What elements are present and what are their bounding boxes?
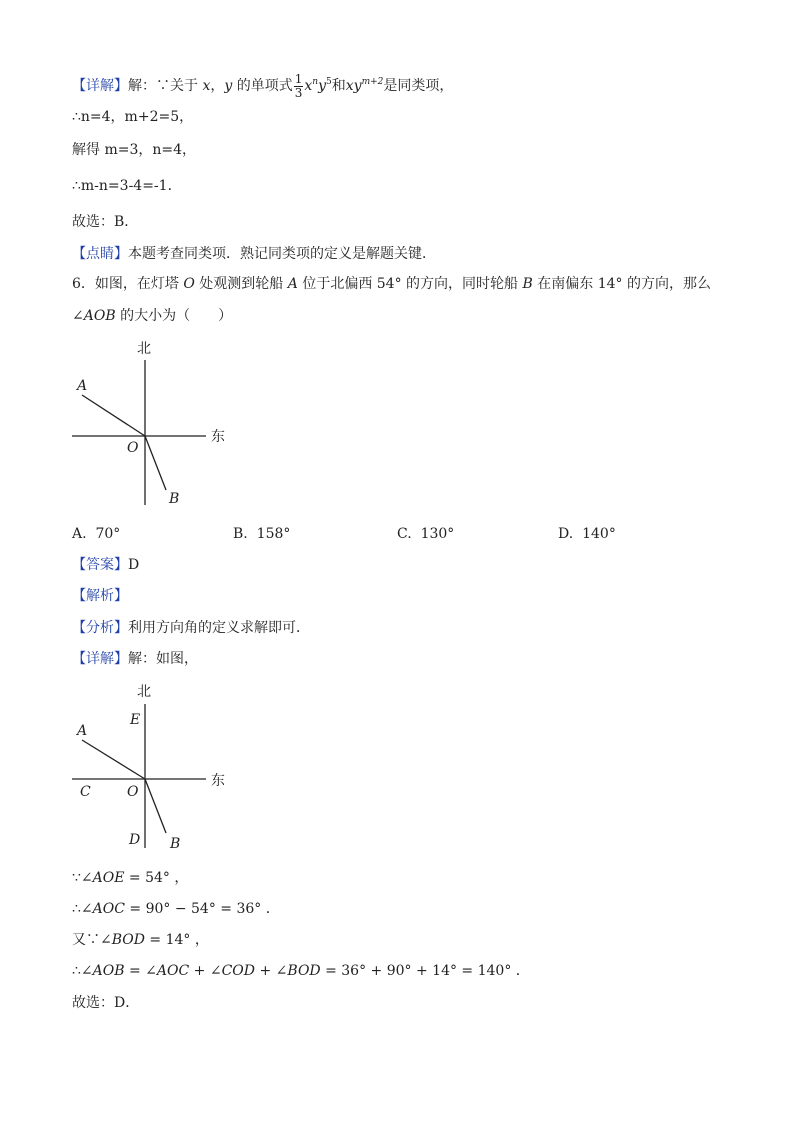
detail-line-4: ∴m-n=3-4=-1． <box>72 178 182 194</box>
question-line-1: 6．如图，在灯塔 O 处观测到轮船 A 位于北偏西 54° 的方向，同时轮船 B 在南偏东 14° 的方向，那么 <box>72 276 711 292</box>
comment-line: 【点睛】本题考查同类项．熟记同类项的定义是解题关键． <box>72 246 436 262</box>
answer-value: D <box>128 557 140 573</box>
comment-tag: 【点睛】 <box>72 246 128 262</box>
analysis-tag: 【解析】 <box>72 588 128 604</box>
north-label: 北 <box>137 341 151 357</box>
point-a-label: A <box>77 723 88 739</box>
point-c-label: C <box>80 784 91 800</box>
ray-oa <box>82 740 145 779</box>
step-1: ∵∠AOE = 54° ， <box>72 870 189 886</box>
step-3: 又∵∠BOD = 14° ， <box>72 932 209 948</box>
option-d: D. 140° <box>558 526 616 542</box>
step-2: ∴∠AOC = 90° − 54° = 36° ． <box>72 901 280 917</box>
ray-ob <box>145 779 166 833</box>
point-o-label: O <box>127 784 139 800</box>
question-line-2: ∠AOB 的大小为（ ） <box>72 308 233 324</box>
north-label: 北 <box>137 684 151 700</box>
point-d-label: D <box>129 832 141 848</box>
point-b-label: B <box>169 491 180 507</box>
option-c: C. 130° <box>397 526 455 542</box>
point-b-label: B <box>170 836 181 852</box>
east-label: 东 <box>211 773 225 789</box>
answer-tag: 【答案】 <box>72 557 128 573</box>
point-a-label: A <box>77 378 88 394</box>
xiangjie-line: 【详解】解：如图， <box>72 651 198 667</box>
detail-tag: 【详解】 <box>72 78 128 94</box>
fenxi-line: 【分析】利用方向角的定义求解即可． <box>72 620 310 636</box>
step-4: ∴∠AOB = ∠AOC + ∠COD + ∠BOD = 36° + 90° + 14° = 140° ． <box>72 963 530 979</box>
point-e-label: E <box>130 712 141 728</box>
xiangjie-tag: 【详解】 <box>72 651 128 667</box>
east-label: 东 <box>211 429 225 445</box>
detail-line-3: 解得 m=3，n=4， <box>72 142 197 158</box>
point-o-label: O <box>127 440 139 456</box>
detail-line-5: 故选：B． <box>72 214 139 230</box>
detail-line-2: ∴n=4，m+2=5， <box>72 109 194 125</box>
detail-line-1: 【详解】解：∵关于 x，y 的单项式 $\frac{1}{3}$ $x^ny^5$和$xy^{m+2}$是同类项， <box>72 71 454 100</box>
step-5: 故选：D． <box>72 995 140 1011</box>
fenxi-tag: 【分析】 <box>72 620 128 636</box>
fraction-one-third: $\frac{1}{3}$ <box>294 71 303 100</box>
option-b: B. 158° <box>233 526 291 542</box>
option-a: A. 70° <box>72 526 121 542</box>
